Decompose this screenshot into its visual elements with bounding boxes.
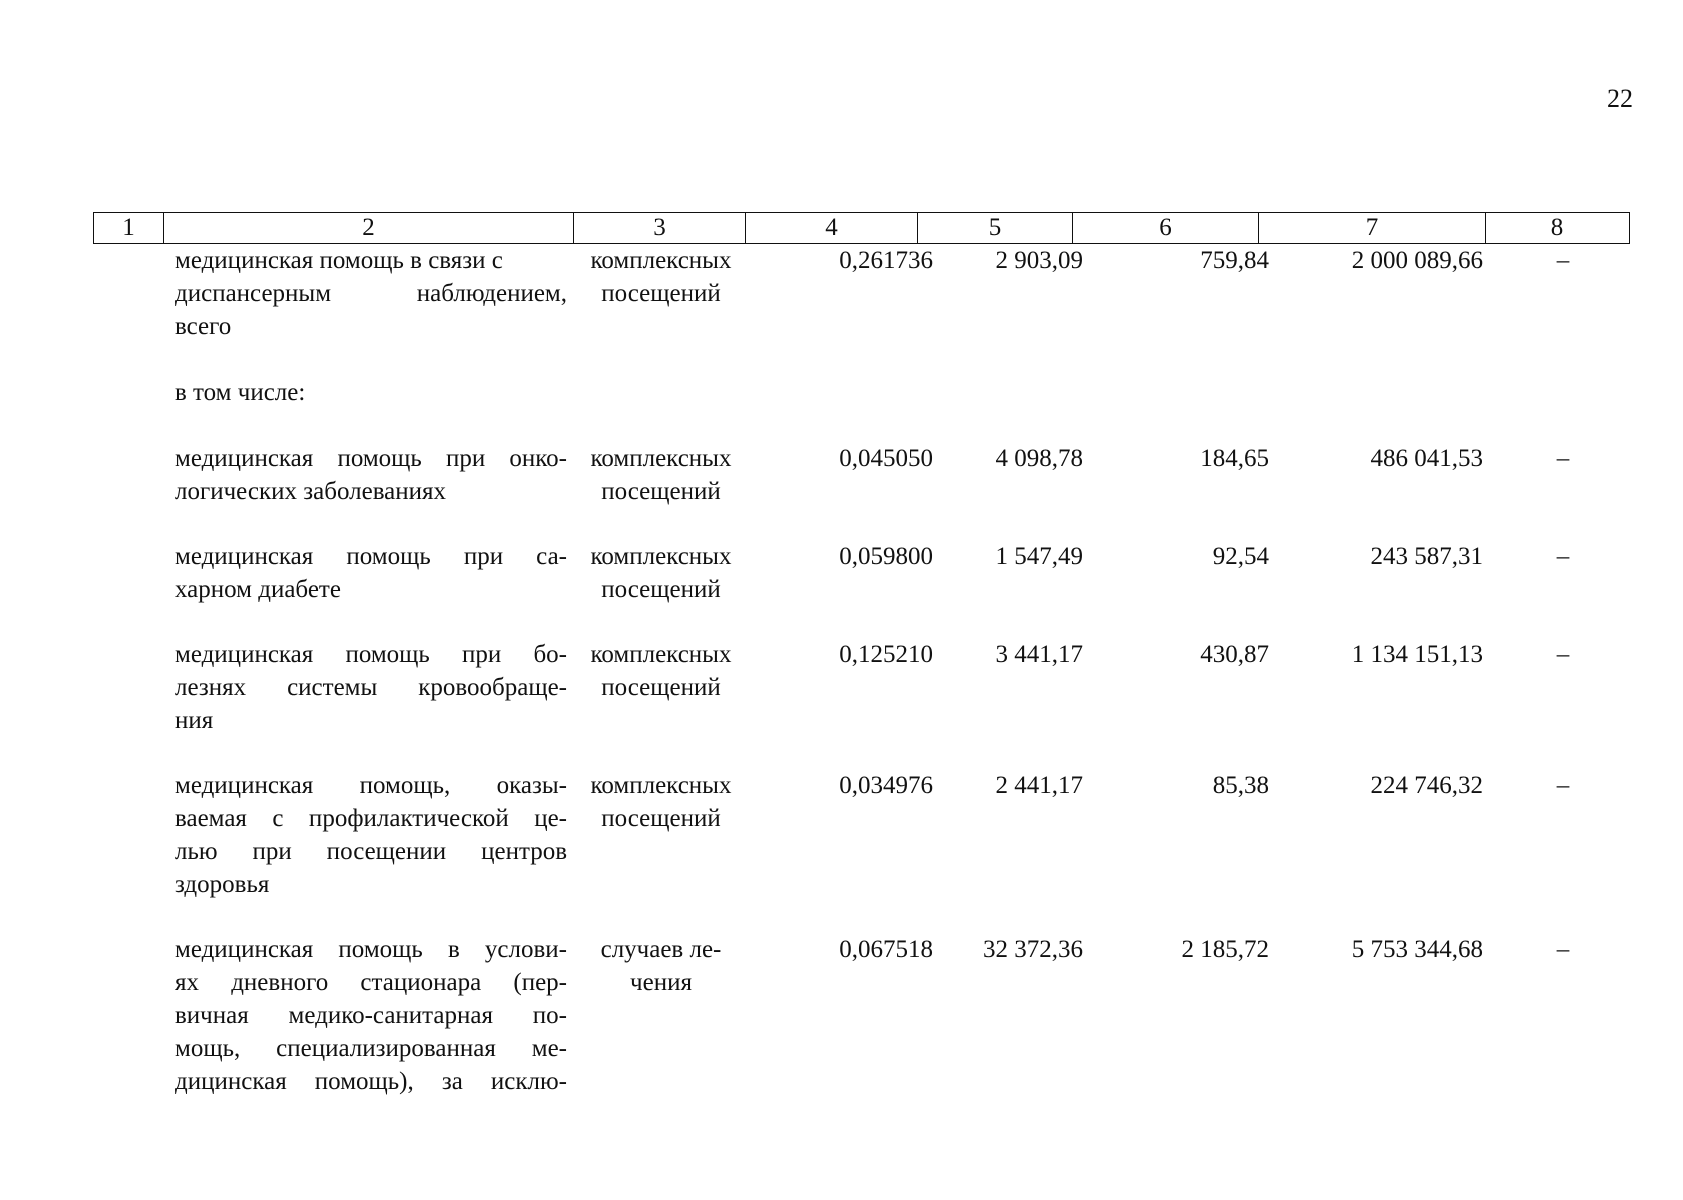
- row-name: [175, 540, 567, 606]
- row-unit-line: посещений: [601, 478, 721, 505]
- row-unit: [575, 244, 747, 310]
- row-value-col6: 85,38: [1212, 772, 1269, 799]
- row-value-col5: 2 441,17: [995, 772, 1083, 799]
- row-name-line: дицинская помощь), за исклю-: [175, 1068, 567, 1095]
- row-unit-line: комплексных: [590, 772, 732, 799]
- row-value-col6: 92,54: [1212, 543, 1269, 570]
- header-col-7: 7: [1259, 213, 1486, 243]
- table-header-numbers: [93, 212, 1630, 244]
- row-value-col8: –: [1556, 247, 1570, 274]
- row-value-col6: 2 185,72: [1181, 936, 1269, 963]
- row-value-col7: 243 587,31: [1370, 543, 1483, 570]
- row-value-col4: 0,059800: [839, 543, 933, 570]
- row-value-col5: 1 547,49: [995, 543, 1083, 570]
- row-name-line: всего: [175, 313, 232, 340]
- header-col-2: 2: [164, 213, 574, 243]
- header-col-3: 3: [574, 213, 746, 243]
- row-name: [175, 244, 567, 343]
- row-name: [175, 638, 567, 737]
- row-name-line: медицинская помощь при бо-: [175, 641, 567, 668]
- row-value-col8: –: [1556, 772, 1570, 799]
- row-name-line: лезнях системы кровообраще-: [175, 674, 567, 701]
- row-value-col8: –: [1556, 543, 1570, 570]
- row-unit-line: комплексных: [590, 445, 732, 472]
- row-name-line: медицинская помощь, оказы-: [175, 772, 567, 799]
- row-value-col8: –: [1556, 641, 1570, 668]
- row-value-col7: 2 000 089,66: [1351, 247, 1483, 274]
- row-name-line: медицинская помощь в связи с: [175, 247, 503, 274]
- row-name-line: в том числе:: [175, 379, 306, 406]
- row-name-line: харном диабете: [175, 576, 341, 603]
- row-value-col5: 3 441,17: [995, 641, 1083, 668]
- header-col-5: 5: [918, 213, 1073, 243]
- header-col-1: 1: [94, 213, 164, 243]
- row-name-line: ях дневного стационара (пер-: [175, 969, 567, 996]
- row-value-col6: 430,87: [1200, 641, 1269, 668]
- row-unit-line: случаев ле-: [600, 936, 722, 963]
- row-name-line: ния: [175, 707, 214, 734]
- row-unit-line: комплексных: [590, 543, 732, 570]
- row-unit-line: комплексных: [590, 247, 732, 274]
- row-value-col6: 184,65: [1200, 445, 1269, 472]
- row-value-col7: 1 134 151,13: [1351, 641, 1483, 668]
- row-value-col5: 4 098,78: [995, 445, 1083, 472]
- row-value-col4: 0,045050: [839, 445, 933, 472]
- row-unit-line: чения: [630, 969, 692, 996]
- page-number: 22: [1607, 84, 1633, 113]
- row-unit: [575, 540, 747, 606]
- row-unit: [575, 769, 747, 835]
- row-name-line: лью при посещении центров: [175, 838, 567, 865]
- row-value-col7: 5 753 344,68: [1351, 936, 1483, 963]
- row-name-line: ваемая с профилактической це-: [175, 805, 567, 832]
- row-name: [175, 933, 567, 1098]
- row-name-line: медицинская помощь в услови-: [175, 936, 567, 963]
- row-name-line: медицинская помощь при онко-: [175, 445, 567, 472]
- row-value-col8: –: [1556, 445, 1570, 472]
- row-unit: [575, 638, 747, 704]
- row-name: [175, 769, 567, 901]
- row-unit-line: комплексных: [590, 641, 732, 668]
- row-unit: [575, 442, 747, 508]
- row-name: [175, 376, 567, 409]
- row-unit-line: посещений: [601, 805, 721, 832]
- row-value-col8: –: [1556, 936, 1570, 963]
- row-unit-line: посещений: [601, 674, 721, 701]
- row-value-col4: 0,034976: [839, 772, 933, 799]
- row-name: [175, 442, 567, 508]
- row-name-line: логических заболеваниях: [175, 478, 447, 505]
- row-name-line: вичная медико-санитарная по-: [175, 1002, 567, 1029]
- row-value-col7: 224 746,32: [1370, 772, 1483, 799]
- header-col-8: 8: [1550, 214, 1564, 241]
- row-name-line: диспансерным наблюдением,: [175, 280, 567, 307]
- row-unit-line: посещений: [601, 576, 721, 603]
- header-col-6: 6: [1073, 213, 1259, 243]
- row-name-line: здоровья: [175, 871, 270, 898]
- row-value-col4: 0,125210: [839, 641, 933, 668]
- row-value-col4: 0,261736: [839, 247, 933, 274]
- row-value-col4: 0,067518: [839, 936, 933, 963]
- row-value-col5: 32 372,36: [983, 936, 1083, 963]
- row-unit: [575, 933, 747, 999]
- row-value-col7: 486 041,53: [1370, 445, 1483, 472]
- row-value-col5: 2 903,09: [995, 247, 1083, 274]
- row-unit-line: посещений: [601, 280, 721, 307]
- header-col-4: 4: [746, 213, 918, 243]
- row-name-line: мощь, специализированная ме-: [175, 1035, 567, 1062]
- row-name-line: медицинская помощь при са-: [175, 543, 567, 570]
- row-value-col6: 759,84: [1200, 247, 1269, 274]
